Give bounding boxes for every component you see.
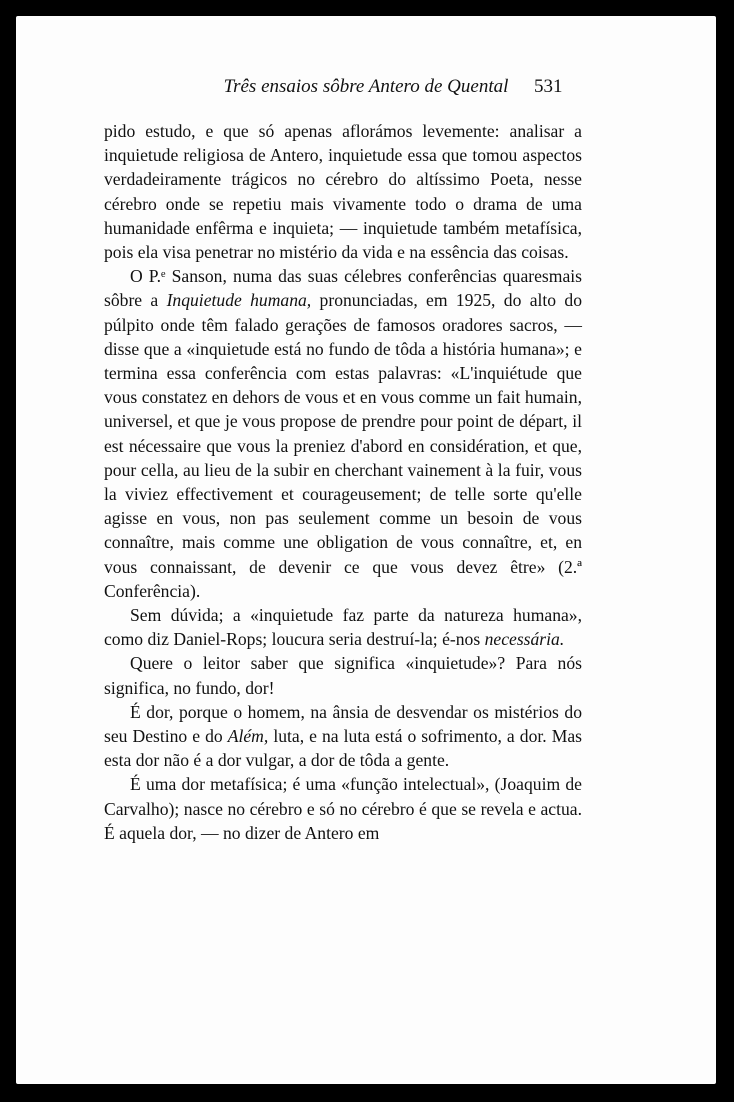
text-segment: pronunciadas, em 1925, do alto do púlpito onde têm falado gerações de famosos oradores sacros, — disse que a «inquietude está no fundo de tôda a história humana»; e termina essa conferência com estas palavras: «L'inquiétude que vous constatez en dehors de vous et en vous comme un fait humain, universel, et que je vous propose de prendre pour point de départ, il est nécessaire que vous la preniez d'abord en considération, et que, pour cella, au lieu de la subir en cherchant vainement à la fuir, vous la viviez effectivement et courageusement; de telle sorte qu'elle agisse en vous, non pas seulement comme un besoin de vous connaître, mais comme une obligation de vous connaître, et, en vous connaissant, de devenir ce que vous devez être» (2.ª Conferência). [104, 290, 582, 601]
page-number: 531 [534, 76, 563, 97]
paragraph [104, 772, 582, 845]
text-segment: O P.ᵉ Sanson, numa das suas célebres conferências quaresmais sôbre a [104, 266, 582, 311]
paragraph [104, 603, 582, 651]
text-segment: Sem dúvida; a «inquietude faz parte da natureza humana», como diz Daniel-Rops; loucura seria destruí-la; é-nos [104, 605, 582, 650]
emphasis-italic: necessária. [484, 629, 565, 650]
text-segment: É dor, porque o homem, na ânsia de desvendar os mistérios do seu Destino e do [104, 701, 582, 747]
paragraph [104, 264, 582, 603]
page-header [16, 76, 716, 108]
text-segment: pido estudo, e que só apenas aflorámos levemente: analisar a inquietude religiosa de Antero, inquietude essa que tomou aspectos verdadeiramente trágicos no cérebro do altíssimo Poeta, nesse cérebro onde se repetiu mais vivamente todo o drama de uma humanidade enfêrma e inquieta; — inquietude também metafísica, pois ela visa penetrar no mistério da vida e na essência das coisas. [104, 121, 582, 263]
paragraph [104, 119, 582, 264]
text-segment: É uma dor metafísica; é uma «função intelectual», (Joaquim de Carvalho); nasce no cérebro e só no cérebro é que se revela e actua. É aquela dor, — no dizer de Antero em [104, 774, 582, 843]
emphasis-italic: Além, [227, 726, 269, 747]
paragraph [104, 700, 582, 773]
book-title-italic: Inquietude humana, [166, 290, 312, 311]
running-title: Três ensaios sôbre Antero de Quental [223, 76, 509, 97]
text-segment: Quere o leitor saber que significa «inquietude»? Para nós significa, no fundo, dor! [104, 653, 582, 698]
body-text [104, 119, 582, 845]
text-segment: luta, e na luta está o sofrimento, a dor. Mas esta dor não é a dor vulgar, a dor de tôda a gente. [104, 726, 582, 771]
book-page [16, 16, 716, 1084]
paragraph [104, 651, 582, 699]
